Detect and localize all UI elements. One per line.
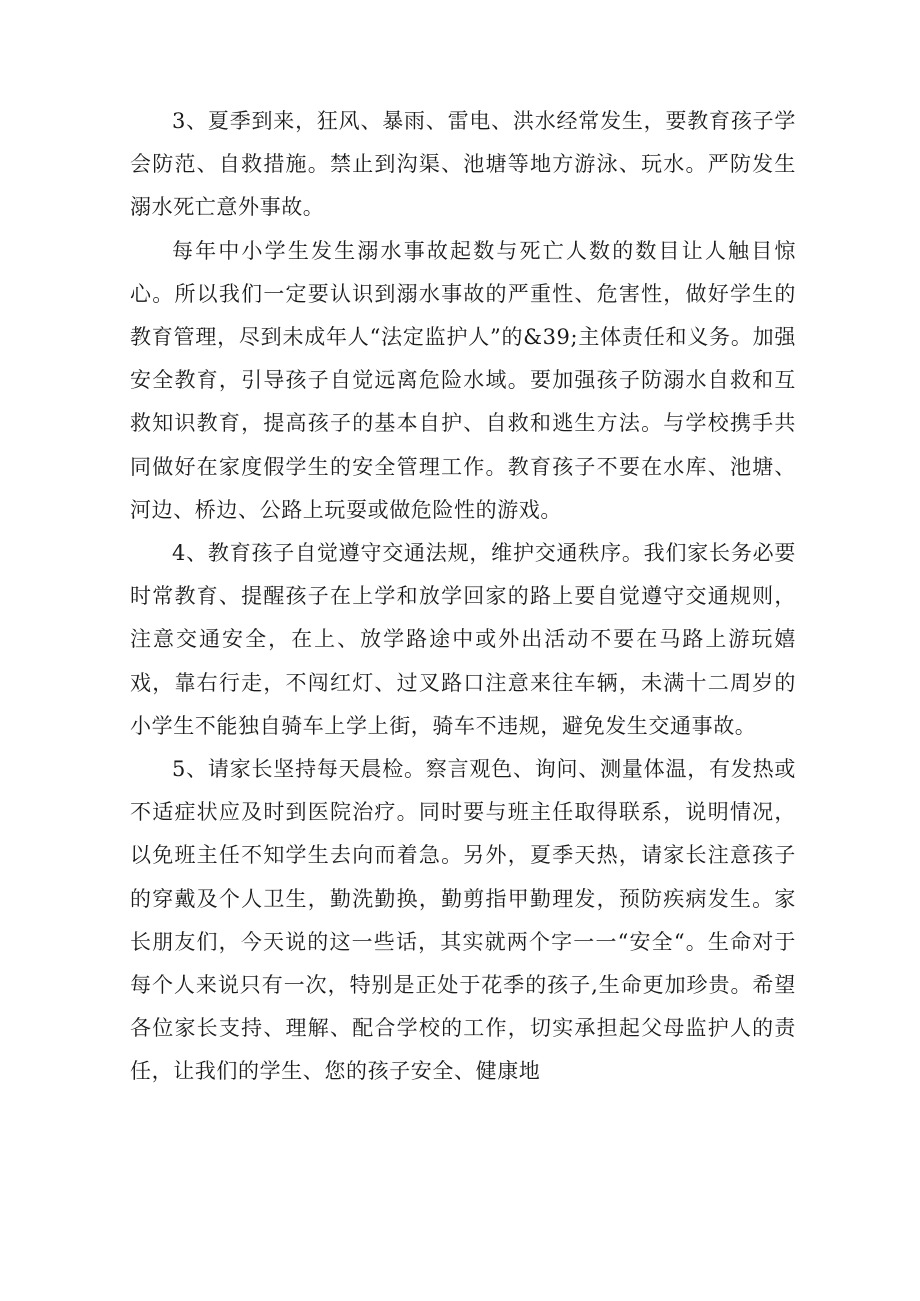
document-body [130, 100, 796, 1094]
paragraph-drowning-safety: 3、夏季到来，狂风、暴雨、雷电、洪水经常发生，要教育孩子学会防范、自救措施。禁止到沟渠、池塘等地方游泳、玩水。严防发生溺水死亡意外事故。 [130, 109, 796, 220]
paragraph-traffic-safety: 4、教育孩子自觉遵守交通法规，维护交通秩序。我们家长务必要时常教育、提醒孩子在上学和放学回家的路上要自觉遵守交通规则，注意交通安全，在上、放学路途中或外出活动不要在马路上游玩嬉戏，靠右行走，不闯红灯、过叉路口注意来往车辆，未满十二周岁的小学生不能独自骑车上学上街，骑车不违规，避免发生交通事故。 [130, 541, 796, 738]
paragraph-guardian-responsibility: 每年中小学生发生溺水事故起数与死亡人数的数目让人触目惊心。所以我们一定要认识到溺水事故的严重性、危害性，做好学生的教育管理，尽到未成年人“法定监护人”的&39;主体责任和义务。加强安全教育，引导孩子自觉远离危险水域。要加强孩子防溺水自救和互救知识教育，提高孩子的基本自护、自救和逃生方法。与学校携手共同做好在家度假学生的安全管理工作。教育孩子不要在水库、池塘、河边、桥边、公路上玩耍或做危险性的游戏。 [130, 238, 796, 522]
paragraph-health-check: 5、请家长坚持每天晨检。察言观色、询问、测量体温，有发热或不适症状应及时到医院治疗。同时要与班主任取得联系，说明情况，以免班主任不知学生去向而着急。另外，夏季天热，请家长注意孩子的穿戴及个人卫生，勤洗勤换，勤剪指甲勤理发，预防疾病发生。家长朋友们，今天说的这一些话，其实就两个字一一“安全“。生命对于每个人来说只有一次，特别是正处于花季的孩子,生命更加珍贵。希望各位家长支持、理解、配合学校的工作，切实承担起父母监护人的责任，让我们的学生、您的孩子安全、健康地 [130, 757, 796, 1084]
